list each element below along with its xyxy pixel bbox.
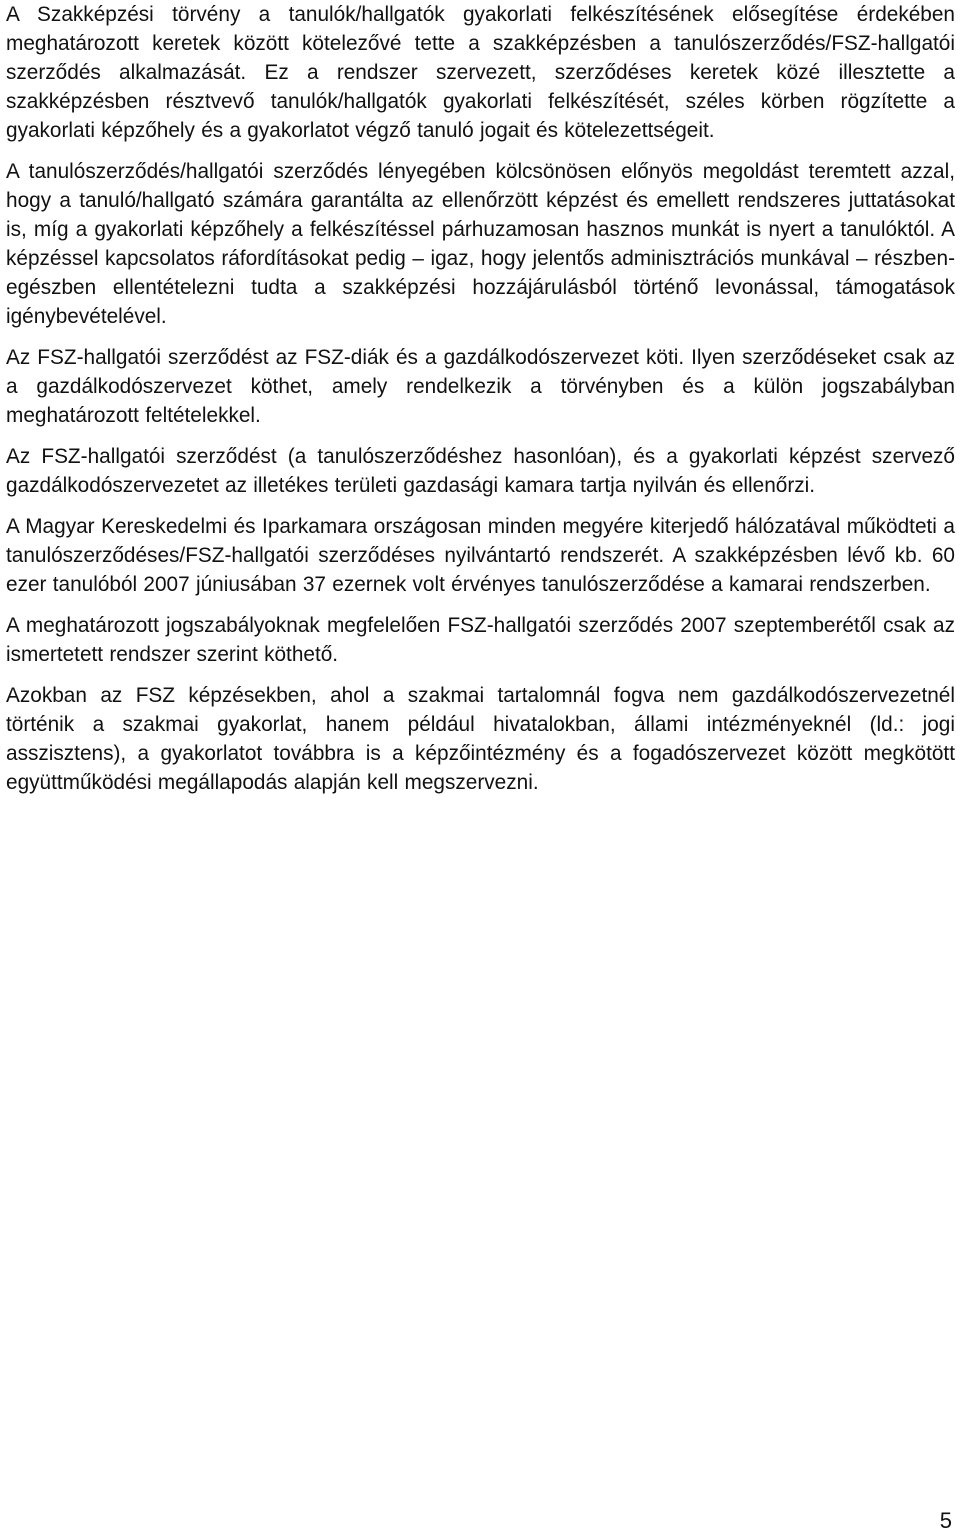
document-body	[6, 0, 955, 809]
page-number: 5	[939, 1508, 952, 1533]
paragraph-7: Azokban az FSZ képzésekben, ahol a szakmai tartalomnál fogva nem gazdálkodószervezetnél történik a szakmai gyakorlat, hanem például hivatalokban, állami intézményeknél (ld.: jogi asszisztens), a gyakorlatot továbbra is a képzőintézmény és a fogadószervezet között megkötött együttműködési megállapodás alapján kell megszervezni.	[6, 684, 955, 794]
paragraph-5: A Magyar Kereskedelmi és Iparkamara országosan minden megyére kiterjedő hálózatával működteti a tanulószerződéses/FSZ-hallgatói szerződéses nyilvántartó rendszerét. A szakképzésben lévő kb. 60 ezer tanulóból 2007 júniusában 37 ezernek volt érvényes tanulószerződése a kamarai rendszerben.	[6, 515, 955, 596]
paragraph-6: A meghatározott jogszabályoknak megfelelően FSZ-hallgatói szerződés 2007 szeptemberétől csak az ismertetett rendszer szerint köthető.	[6, 614, 955, 666]
paragraph-3: Az FSZ-hallgatói szerződést az FSZ-diák és a gazdálkodószervezet köti. Ilyen szerződéseket csak az a gazdálkodószervezet köthet, amely rendelkezik a törvényben és a külön jogszabályban meghatározott feltételekkel.	[6, 346, 955, 427]
paragraph-1: A Szakképzési törvény a tanulók/hallgatók gyakorlati felkészítésének elősegítése érdekében meghatározott keretek között kötelezővé tette a szakképzésben a tanulószerződés/FSZ-hallgatói szerződés alkalmazását. Ez a rendszer szervezett, szerződéses keretek közé illesztette a szakképzésben résztvevő tanulók/hallgatók gyakorlati felkészítését, széles körben rögzítette a gyakorlati képzőhely és a gyakorlatot végző tanuló jogait és kötelezettségeit.	[6, 3, 955, 142]
paragraph-4: Az FSZ-hallgatói szerződést (a tanulószerződéshez hasonlóan), és a gyakorlati képzést szervező gazdálkodószervezetet az illetékes területi gazdasági kamara tartja nyilván és ellenőrzi.	[6, 445, 955, 497]
paragraph-2: A tanulószerződés/hallgatói szerződés lényegében kölcsönösen előnyös megoldást teremtett azzal, hogy a tanuló/hallgató számára garantálta az ellenőrzött képzést és emellett rendszeres juttatásokat is, míg a gyakorlati képzőhely a felkészítéssel párhuzamosan hasznos munkát is nyert a tanulóktól. A képzéssel kapcsolatos ráfordításokat pedig – igaz, hogy jelentős adminisztrációs munkával – részben-egészben ellentételezni tudta a szakképzési hozzájárulásból történő levonással, támogatások igénybevételével.	[6, 160, 955, 328]
